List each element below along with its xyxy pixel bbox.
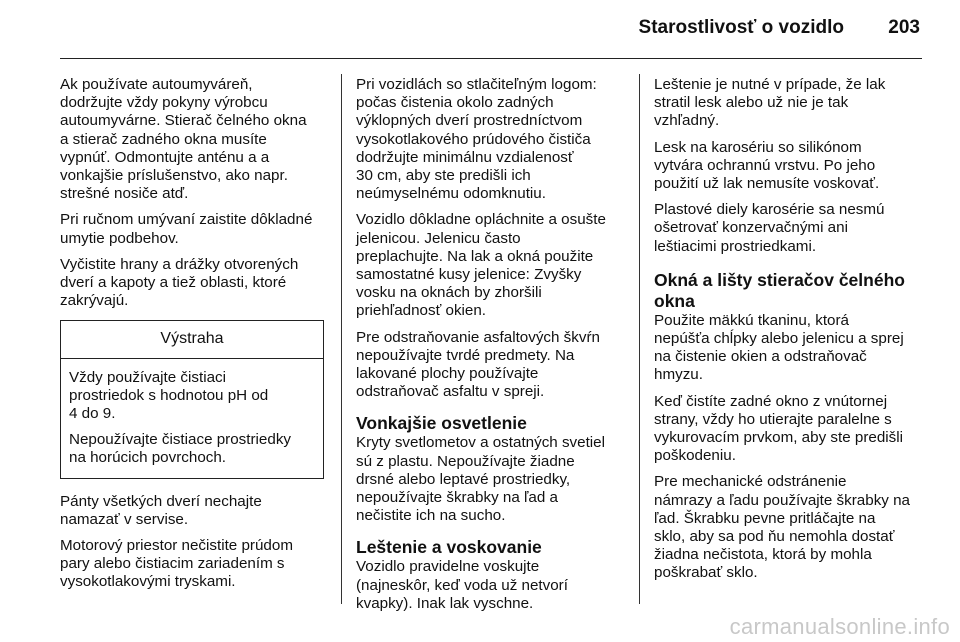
paragraph: Vyčistite hrany a drážky otvorených dverí a kapoty a tiež oblasti, ktoré zakrývajú.	[60, 255, 299, 310]
column-1	[60, 76, 332, 600]
paragraph: Pre mechanické odstránenie námrazy a ľadu používajte škrabky na ľad. Škrabku pevne pritláčajte na sklo, aby sa pod ňu nemohla dostať žiadna nečistota, ktorá by mohla poškrabať sklo.	[654, 473, 910, 582]
paragraph: Motorový priestor nečistite prúdom pary alebo čistiacim zariadením s vysokotlakovými tryskami.	[60, 537, 293, 591]
paragraph: Pri ručnom umývaní zaistite dôkladné umytie podbehov.	[60, 211, 313, 247]
paragraph: Leštenie je nutné v prípade, že lak stratil lesk alebo už nie je tak vzhľadný.	[654, 76, 886, 130]
warning-box	[60, 320, 324, 478]
page-title: Starostlivosť o vozidlo	[638, 17, 844, 38]
paragraph: Vozidlo pravidelne voskujte (najneskôr, keď voda už netvorí kvapky). Inak lak vyschne.	[356, 558, 568, 612]
section-heading: Vonkajšie osvetlenie	[356, 413, 527, 434]
warning-paragraph: Nepoužívajte čistiace prostriedky na horúcich povrchoch.	[69, 431, 292, 467]
paragraph: Plastové diely karosérie sa nesmú ošetrovať konzervačnými ani leštiacimi prostriedkami.	[654, 201, 885, 255]
column-divider-2	[639, 74, 640, 604]
section-heading: Leštenie a voskovanie	[356, 537, 542, 558]
watermark: carmanualsonline.info	[729, 614, 950, 639]
warning-paragraph: Vždy používajte čistiaci prostriedok s hodnotou pH od 4 do 9.	[69, 368, 269, 423]
column-divider-1	[341, 74, 342, 604]
paragraph: Pánty všetkých dverí nechajte namazať v servise.	[60, 492, 262, 528]
paragraph: Keď čistíte zadné okno z vnútornej strany, vždy ho utierajte paralelne s vykurovacím prvkom, aby ste predišli poškodeniu.	[654, 392, 903, 465]
warning-title: Výstraha	[61, 321, 323, 358]
paragraph: Vozidlo dôkladne opláchnite a osušte jelenicou. Jelenicu často preplachujte. Na lak a okná použite samostatné kusy jelenice: Zvyšky vosku na oknách by zhoršili priehľadnosť okien.	[356, 211, 606, 320]
section-heading: Okná a lišty stieračov čelného okna	[654, 269, 905, 311]
paragraph: Kryty svetlometov a ostatných svetiel sú z plastu. Nepoužívajte žiadne drsné alebo leptavé prostriedky, nepoužívajte škrabky na ľad a nečistite ich na sucho.	[356, 434, 606, 525]
page-header	[60, 0, 922, 59]
page-number: 203	[888, 17, 920, 38]
warning-body	[61, 359, 323, 478]
column-2	[356, 76, 628, 621]
paragraph: Použite mäkkú tkaninu, ktorá nepúšťa chĺpky alebo jelenicu a sprej na čistenie okien a odstraňovač hmyzu.	[654, 311, 904, 384]
column-3	[654, 76, 926, 591]
paragraph: Pre odstraňovanie asfaltových škvŕn nepoužívajte tvrdé predmety. Na lakované plochy používajte odstraňovač asfaltu v spreji.	[356, 328, 600, 401]
paragraph: Lesk na karosériu so silikónom vytvára ochrannú vrstvu. Po jeho použití už lak nemusíte voskovať.	[654, 138, 880, 193]
paragraph: Ak používate autoumyváreň, dodržujte vždy pokyny výrobcu autoumyvárne. Stierač čelného okna a stierač zadného okna musíte vypnúť. Odmontujte anténu a a vonkajšie príslušenstvo, ako napr. strešné nosiče atď.	[60, 76, 307, 203]
paragraph: Pri vozidlách so stlačiteľným logom: počas čistenia okolo zadných výklopných dverí prostredníctvom vysokotlakového prúdového čističa dodržujte minimálnu vzdialenosť 30 cm, aby ste predišli ich neúmyselnému odomknutiu.	[356, 76, 597, 203]
